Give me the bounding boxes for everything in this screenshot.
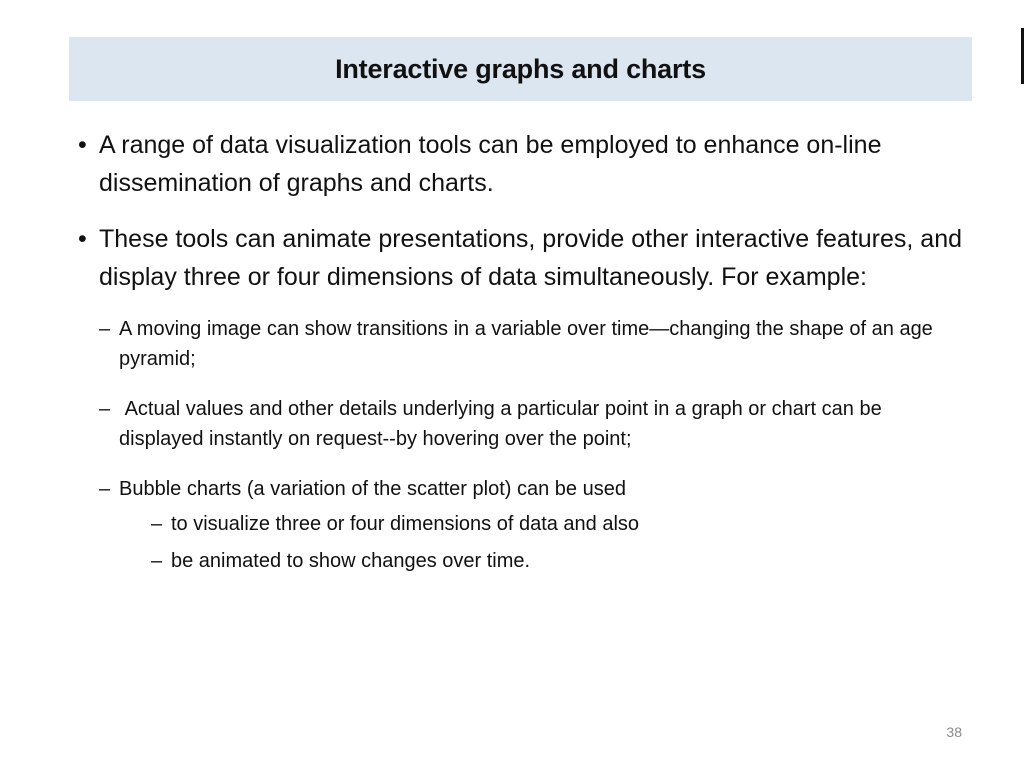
- dash-icon: –: [151, 513, 163, 535]
- sub-bullet-item: [99, 314, 966, 374]
- bullet-item: [76, 126, 966, 202]
- dash-icon: –: [151, 550, 163, 572]
- sub-bullet-item: [99, 474, 966, 504]
- sub-sub-bullet-item: [151, 546, 966, 576]
- dash-icon: –: [99, 398, 111, 420]
- slide-content: [76, 126, 966, 583]
- sub-sub-bullet-item: [151, 509, 966, 539]
- bullet-item: [76, 220, 966, 296]
- page-number: 38: [946, 724, 962, 740]
- sub-bullet-text: A moving image can show transitions in a variable over time—changing the shape of an age pyramid;: [119, 318, 933, 370]
- sub-bullet-text: Bubble charts (a variation of the scatter plot) can be used: [119, 478, 626, 500]
- bullet-text: These tools can animate presentations, provide other interactive features, and display three or four dimensions of data simultaneously. For example:: [99, 225, 963, 291]
- bullet-icon: •: [78, 225, 87, 253]
- sub-sub-bullet-text: be animated to show changes over time.: [171, 550, 531, 572]
- dash-icon: –: [99, 318, 111, 340]
- sub-bullet-item: [99, 394, 966, 454]
- dash-icon: –: [99, 478, 111, 500]
- title-bar: [69, 37, 972, 101]
- bullet-text: A range of data visualization tools can be employed to enhance on-line dissemination of graphs and charts.: [99, 131, 882, 197]
- sub-bullet-text: Actual values and other details underlying a particular point in a graph or chart can be displayed instantly on request--by hovering over the point;: [119, 398, 888, 450]
- sub-sub-bullet-text: to visualize three or four dimensions of data and also: [171, 513, 640, 535]
- bullet-icon: •: [78, 131, 87, 159]
- slide-title: Interactive graphs and charts: [335, 53, 706, 84]
